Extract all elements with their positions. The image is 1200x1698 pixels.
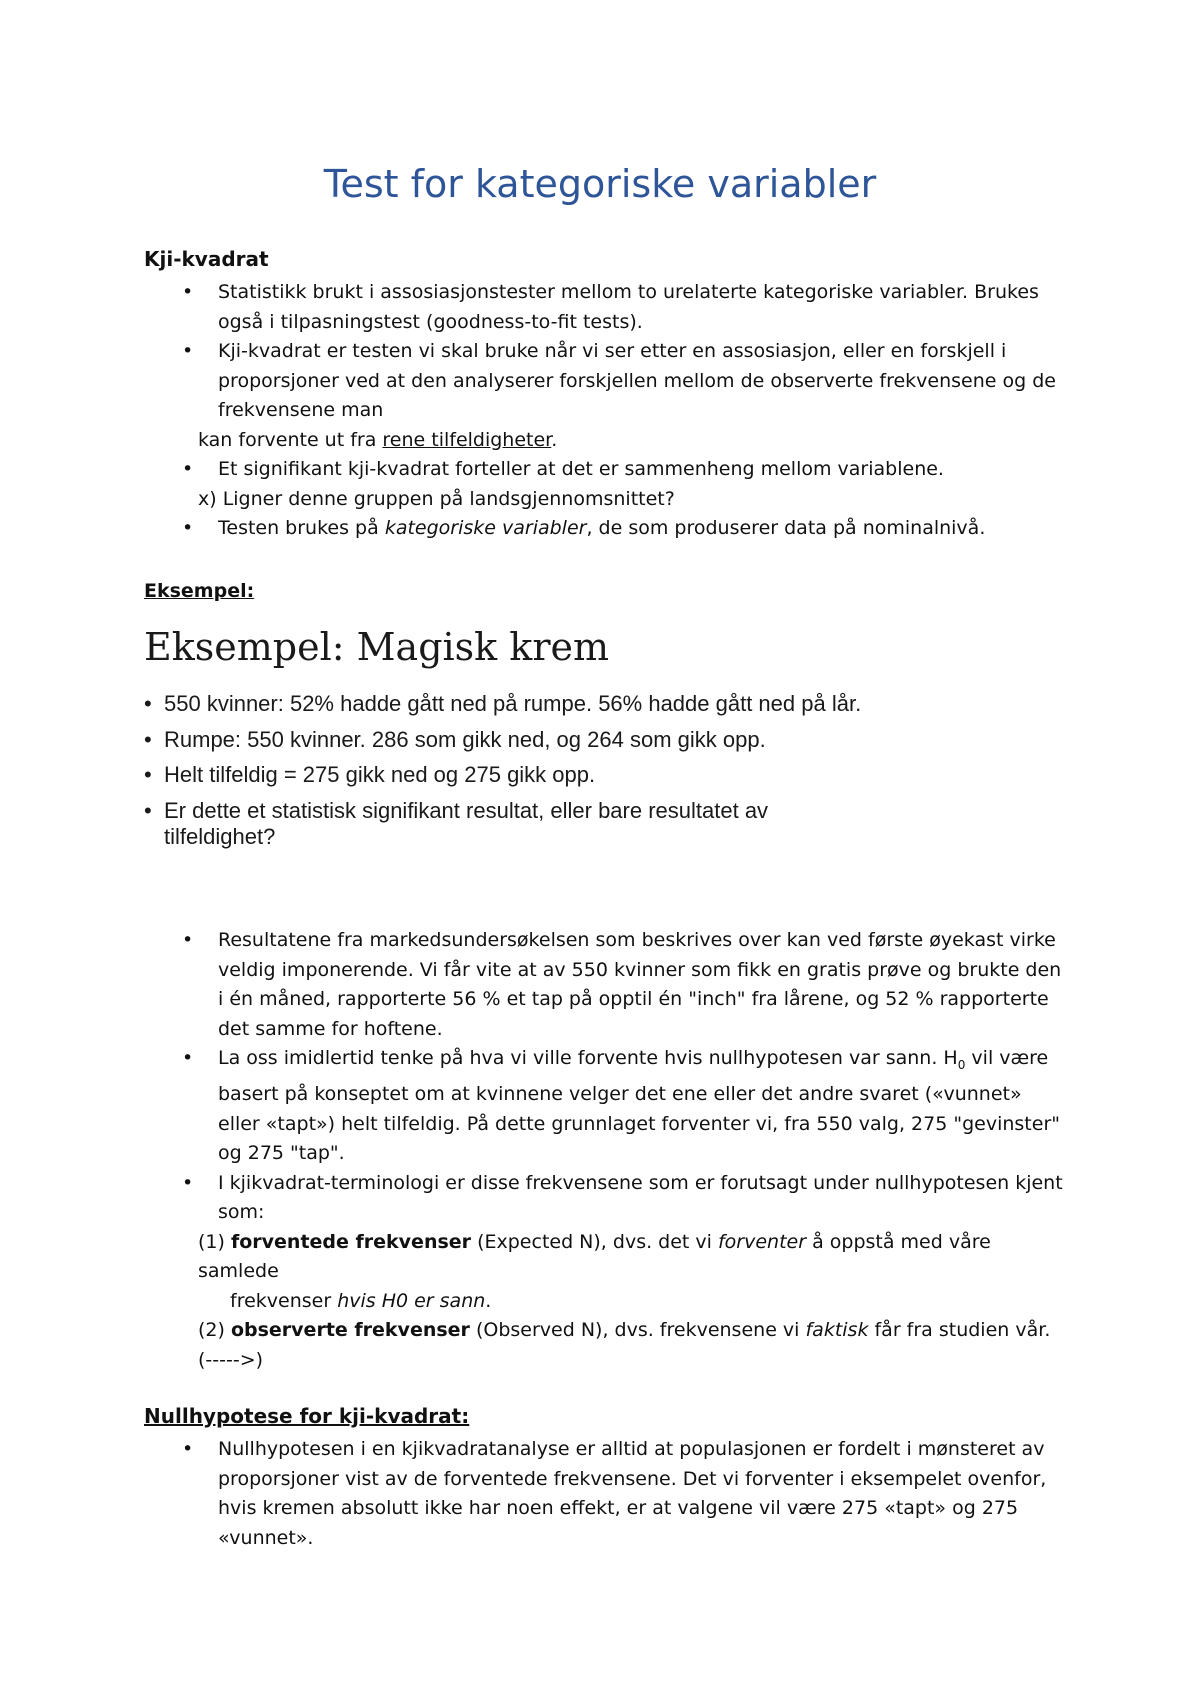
list-item-text: La oss imidlertid tenke på hva vi ville forvente hvis nullhypotesen var sann. H: [218, 1047, 958, 1069]
list-item: [144, 1044, 1064, 1169]
italic-term: kategoriske variabler: [384, 517, 587, 539]
results-list: [144, 926, 1064, 1375]
list-item-text-end: vil være basert på konseptet om at kvinnene velger det ene eller det andre svaret («vunnet» eller «tapt») helt tilfeldig. På dette grunnlaget forventer vi, fra 550 valg, 275 "gevinster" og 275 "tap".: [218, 1047, 1060, 1165]
list-item: [144, 514, 1064, 544]
definition-text-end: å oppstå med våre samlede: [198, 1230, 991, 1283]
list-item: [144, 337, 1064, 426]
list-item: [144, 926, 1064, 1044]
list-item-text: Kji-kvadrat er testen vi skal bruke når vi ser etter en assosiasjon, eller en forskjell i proporsjoner ved at den analyserer forskjellen mellom de observerte frekvensene og de frekvensene man: [218, 340, 1056, 421]
list-item-text: Et signifikant kji-kvadrat forteller at det er sammenheng mellom variablene.: [218, 458, 944, 480]
definition-term: observerte frekvenser: [230, 1319, 470, 1342]
kji-kvadrat-heading: Kji-kvadrat: [144, 247, 269, 271]
definition-text: (Observed N), dvs. frekvensene vi: [469, 1319, 806, 1342]
definition-text: frekvenser: [230, 1289, 338, 1312]
example-slide: [144, 625, 864, 860]
list-item-text: Testen brukes på: [218, 517, 385, 539]
definition-italic: faktisk: [805, 1319, 869, 1342]
kji-kvadrat-list: [144, 278, 1064, 544]
slide-item: • Rumpe: 550 kvinner. 286 som gikk ned, og 264 som gikk opp.: [144, 727, 864, 754]
list-item-text: I kjikvadrat-terminologi er disse frekvensene som er forutsagt under nullhypotesen kjent som:: [218, 1171, 1063, 1224]
nullhypotese-heading: Nullhypotese for kji-kvadrat:: [144, 1404, 470, 1428]
list-item-text: Nullhypotesen i en kjikvadratanalyse er alltid at populasjonen er fordelt i mønsteret av proporsjoner vist av de forventede frekvensene. Det vi forventer i eksempelet ovenfor, hvis kremen absolutt ikke har noen effekt, er at valgene vil være 275 «tapt» og 275 «vunnet».: [218, 1438, 1047, 1549]
definition-line-1: [144, 1228, 1064, 1287]
continuation-text: kan forvente ut fra: [198, 428, 383, 451]
note-line: x) Ligner denne gruppen på landsgjennomsnittet?: [198, 487, 675, 510]
slide-title: Eksempel: Magisk krem: [144, 625, 609, 669]
definition-term: forventede frekvenser: [230, 1230, 472, 1253]
definition-text: (Expected N), dvs. det vi: [471, 1230, 718, 1253]
slide-item: • 550 kvinner: 52% hadde gått ned på rumpe. 56% hadde gått ned på lår.: [144, 691, 864, 718]
list-item-text: Resultatene fra markedsundersøkelsen som beskrives over kan ved første øyekast virke veldig imponerende. Vi får vite at av 550 kvinner som fikk en gratis prøve og brukte den i én måned, rapporterte 56 % et tap på opptil én "inch" fra lårene, og 52 % rapporterte det samme for hoftene.: [218, 929, 1062, 1040]
list-item: [144, 455, 1064, 485]
page-title: Test for kategoriske variabler: [323, 162, 877, 206]
nullhypotese-list: [144, 1435, 1064, 1553]
continuation-punct: .: [551, 428, 558, 451]
list-item-text-end: , de som produserer data på nominalnivå.: [586, 517, 986, 539]
definition-number: (1): [198, 1230, 231, 1253]
definition-text-end: får fra studien vår.: [868, 1319, 1051, 1342]
definition-italic: hvis H0 er sann: [337, 1289, 486, 1312]
example-heading: Eksempel:: [144, 580, 255, 602]
continuation-line: [144, 426, 1064, 456]
definition-italic: forventer: [717, 1230, 807, 1253]
slide-list: [144, 691, 864, 851]
definition-punct: .: [485, 1289, 492, 1312]
slide-item: • Helt tilfeldig = 275 gikk ned og 275 gikk opp.: [144, 762, 864, 789]
list-item: [144, 1435, 1064, 1553]
definition-line-2: [144, 1316, 1064, 1346]
arrow-line: (----->): [198, 1348, 264, 1371]
rene-tilfeldigheter-link[interactable]: rene tilfeldigheter: [382, 428, 552, 451]
definition-number: (2): [198, 1319, 231, 1342]
subscript: 0: [957, 1057, 966, 1072]
list-item: [144, 1169, 1064, 1228]
list-item-text: Statistikk brukt i assosiasjonstester mellom to urelaterte kategoriske variabler. Brukes også i tilpasningstest (goodness-to-fit tests).: [218, 281, 1039, 333]
list-item: [144, 278, 1064, 337]
slide-item: • Er dette et statistisk signifikant resultat, eller bare resultatet av tilfeldighet?: [144, 798, 864, 851]
definition-line-1b: [144, 1287, 1064, 1317]
